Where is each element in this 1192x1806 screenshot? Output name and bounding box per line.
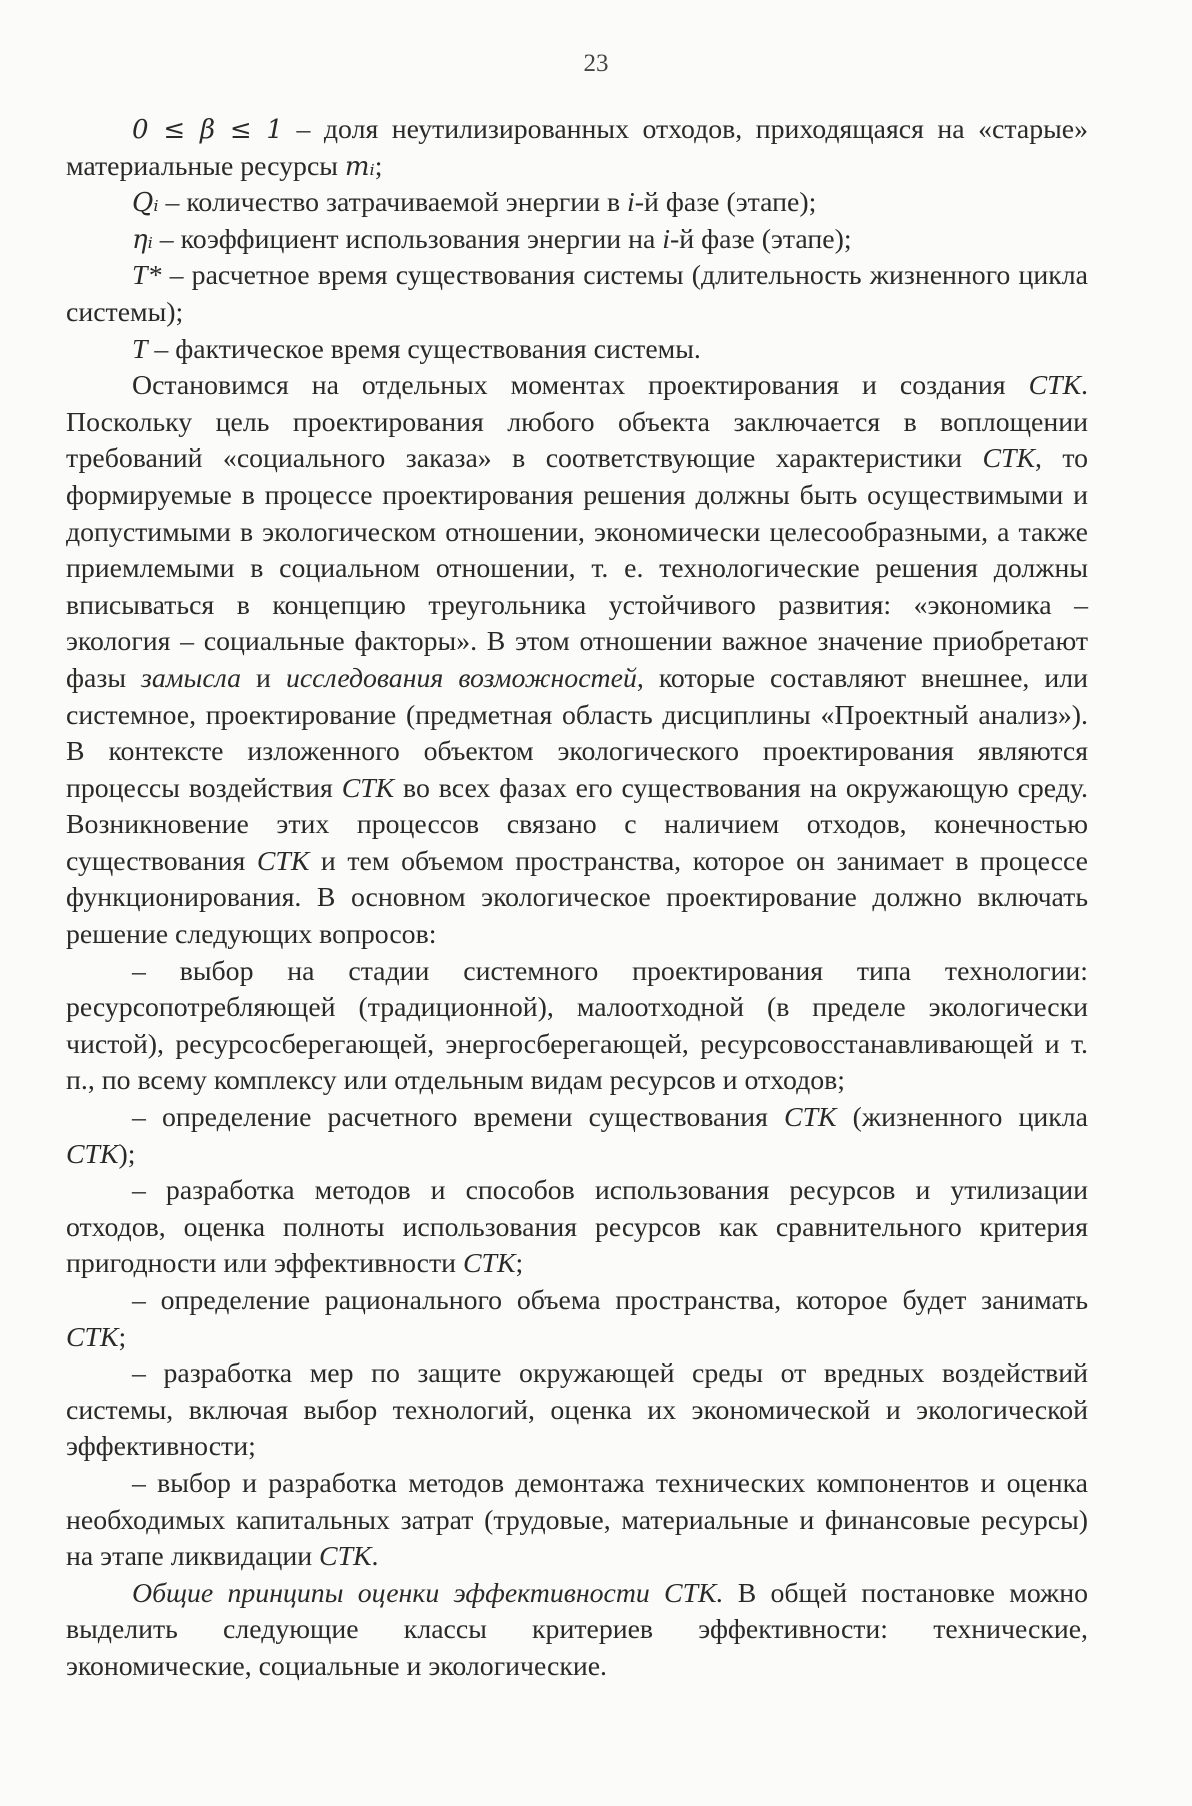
list-item: – выбор на стадии системного проектирования типа технологии: ресурсопотребляющей (традиционной), малоотходной (в пределе экологически чистой), ресурсосберегающей, энергосберегающей, ресурсовосстанавливающей и т. п., по всему комплексу или отдельным видам ресурсов и отходов; — [66, 955, 1088, 1097]
formula-eta: ηᵢ — [132, 224, 153, 255]
definition-beta: 0 ≤ β ≤ 1 – доля неутилизированных отходов, приходящаяся на «старые» материальные ресурсы mᵢ; — [66, 114, 1089, 182]
list-item: – определение рационального объема пространства, которое будет занимать СТК; — [66, 1285, 1088, 1353]
definition-q: Qᵢ – количество затрачиваемой энергии в i-й фазе (этапе); — [132, 187, 817, 219]
list-item: – разработка методов и способов использования ресурсов и утилизации отходов, оценка полноты использования ресурсов как сравнительного критерия пригодности или эффективности СТК; — [66, 1175, 1088, 1280]
main-paragraph: Остановимся на отдельных моментах проектирования и создания СТК. Поскольку цель проектирования любого объекта заключается в воплощении требований «социального заказа» в соответствующие характеристики СТК, то формируемые в процессе проектирования решения должны быть осуществимыми и допустимыми в экологическом отношении, экономически целесообразными, а также приемлемыми в социальном отношении, т. е. технологические решения должны вписываться в концепцию треугольника устойчивого развития: «экономика – экология – социальные факторы». В этом отношении важное значение приобретают фазы замысла и исследования возможностей, которые составляют внешнее, или системное, проектирование (предметная область дисциплины «Проектный анализ»). В контексте изложенного объектом экологического проектирования являются процессы воздействия СТК во всех фазах его существования на окружающую среду. Возникновение этих процессов связано с наличием отходов, конечностью существования СТК и тем объемом пространства, которое он занимает в процессе функционирования. В основном экологическое проектирование должно включать решение следующих вопросов: — [66, 370, 1088, 951]
closing-paragraph: Общие принципы оценки эффективности СТК. В общей постановке можно выделить следующие классы критериев эффективности: технические, экономические, социальные и экологические. — [66, 1577, 1089, 1682]
formula-t-star: T* — [132, 260, 162, 292]
definition-t: T – фактическое время существования системы. — [132, 333, 701, 365]
formula-q: Qᵢ — [132, 188, 159, 219]
formula-t: T — [132, 333, 148, 365]
page-content — [66, 112, 1088, 1686]
list-item: – определение расчетного времени существования СТК (жизненного цикла СТК); — [66, 1102, 1088, 1170]
definition-eta: ηᵢ – коэффициент использования энергии на i-й фазе (этапе); — [132, 223, 852, 255]
list-item: – выбор и разработка методов демонтажа технических компонентов и оценка необходимых капитальных затрат (трудовые, материальные и финансовые ресурсы) на этапе ликвидации СТК. — [66, 1467, 1088, 1573]
formula-beta: 0 ≤ β ≤ 1 — [132, 115, 283, 145]
definition-t-star: T* – расчетное время существования системы (длительность жизненного цикла системы); — [66, 260, 1088, 328]
page-number: 23 — [583, 50, 609, 77]
list-item: – разработка мер по защите окружающей среды от вредных воздействий системы, включая выбор технологий, оценка их экономической и экологической эффективности; — [66, 1358, 1088, 1463]
section-heading-inline: Общие принципы оценки эффективности СТК. — [132, 1577, 724, 1609]
